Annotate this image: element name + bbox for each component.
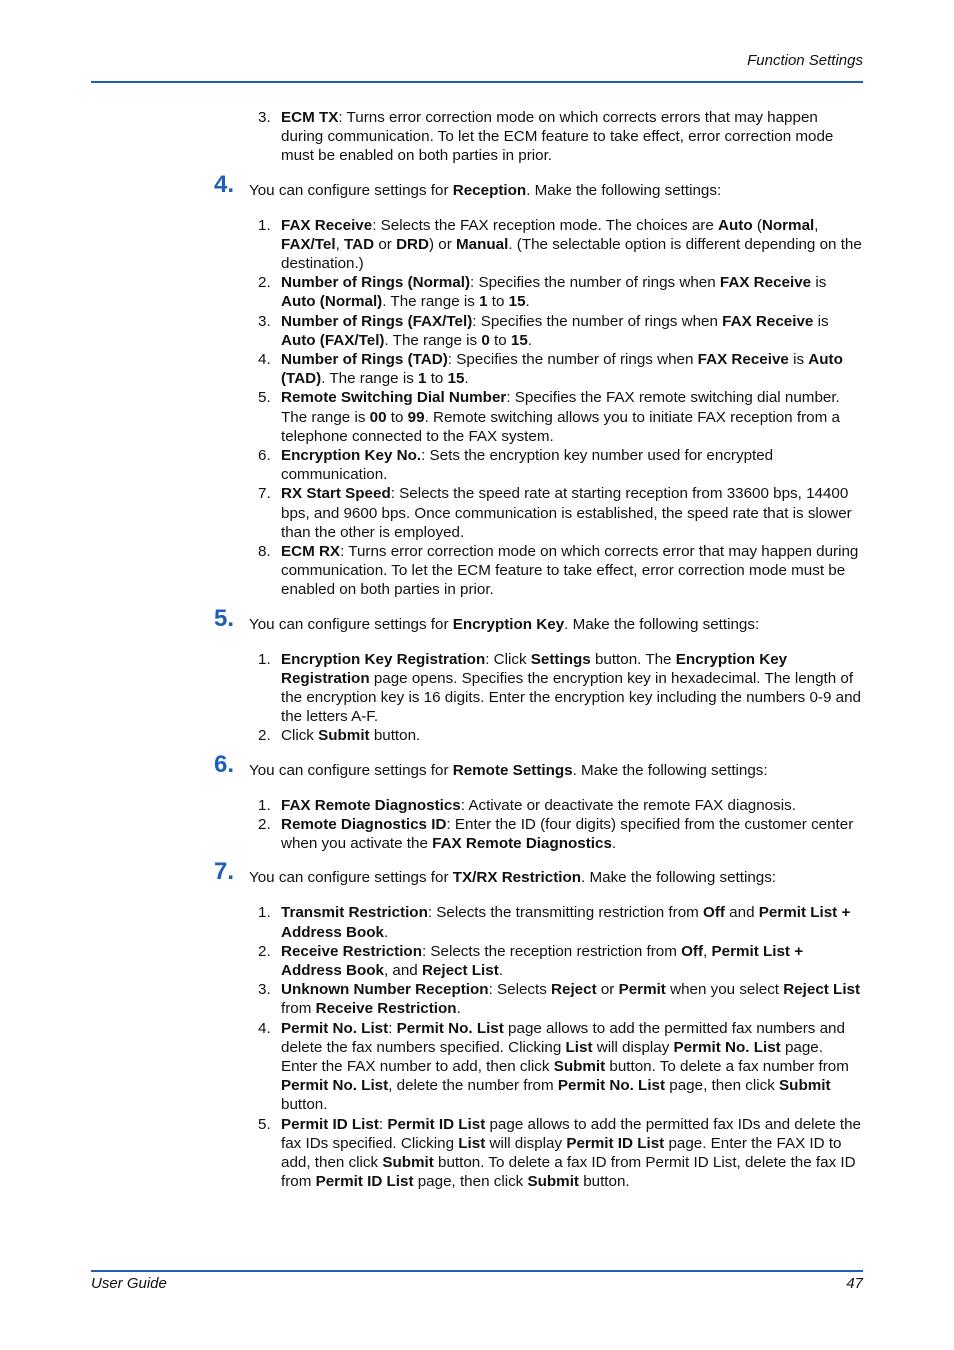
list-item: [0, 446, 954, 484]
bold-term: Auto (TAD): [281, 351, 843, 388]
step-intro: [0, 604, 954, 635]
list-item: [0, 216, 954, 274]
step-intro: [0, 750, 954, 781]
bold-term: TAD: [344, 235, 375, 253]
numbered-list: [0, 108, 954, 166]
bold-term: 00: [369, 408, 387, 426]
text-run: : Sets the encryption key number used for encrypted communication.: [281, 447, 774, 484]
text-run: is: [788, 351, 809, 369]
step-number: 4.: [214, 170, 235, 198]
text-run: . The range is: [321, 370, 419, 388]
list-item-number: 6.: [258, 447, 271, 465]
list-item: [0, 650, 954, 727]
text-run: will display: [485, 1134, 567, 1152]
text-run: button. The: [590, 650, 676, 668]
text-run: from: [281, 1000, 316, 1018]
text-run: to: [489, 331, 511, 349]
text-run: , and: [383, 961, 422, 979]
bold-term: Permit List + Address Book: [281, 942, 804, 979]
bold-term: Permit List + Address Book: [281, 904, 851, 941]
bold-term: TX/RX Restriction: [452, 869, 582, 887]
step-intro: [0, 170, 954, 201]
numbered-list: [0, 216, 954, 600]
bold-term: 15: [447, 370, 465, 388]
text-run: : Click: [485, 650, 531, 668]
list-item-number: 4.: [258, 1019, 271, 1037]
list-item: [0, 273, 954, 311]
bold-term: Remote Switching Dial Number: [281, 389, 507, 407]
list-item-number: 3.: [258, 312, 271, 330]
text-run: ) or: [428, 235, 456, 253]
bold-term: FAX Remote Diagnostics: [281, 796, 461, 814]
bold-term: FAX Remote Diagnostics: [432, 835, 612, 853]
text-run: : Selects the FAX reception mode. The choices are: [372, 216, 719, 234]
bold-term: 1: [418, 370, 427, 388]
text-run: page, then click: [413, 1173, 528, 1191]
list-item: [0, 542, 954, 600]
text-run: . Make the following settings:: [572, 761, 768, 779]
bold-term: 15: [510, 331, 528, 349]
bold-term: ECM TX: [281, 109, 339, 126]
bold-term: Permit: [618, 981, 666, 999]
text-run: .: [464, 370, 469, 388]
numbered-list: [0, 903, 954, 1191]
page-content: [0, 108, 954, 1191]
list-item: [0, 796, 954, 815]
bold-term: Reject: [551, 981, 597, 999]
list-item: [0, 815, 954, 853]
text-run: (: [752, 216, 762, 234]
numbered-list: [0, 650, 954, 746]
bold-term: Receive Restriction: [281, 942, 422, 960]
bold-term: 99: [407, 408, 425, 426]
list-item: [0, 312, 954, 350]
text-run: . (The selectable option is different depending on the destination.): [281, 235, 862, 273]
list-item: [0, 942, 954, 980]
text-run: and: [724, 904, 759, 922]
text-run: will display: [592, 1038, 674, 1056]
bold-term: Remote Diagnostics ID: [281, 815, 447, 833]
text-run: . The range is: [384, 331, 482, 349]
bold-term: 15: [508, 293, 526, 311]
bold-term: Permit No. List: [673, 1038, 781, 1056]
text-run: when you select: [665, 981, 784, 999]
bold-term: List: [565, 1038, 593, 1056]
text-run: You can configure settings for: [249, 869, 453, 887]
step-number: 5.: [214, 604, 235, 632]
list-item-number: 8.: [258, 543, 271, 561]
text-run: ,: [335, 235, 345, 253]
list-item-number: 2.: [258, 942, 271, 960]
list-item-number: 1.: [258, 904, 271, 922]
text-run: : Selects the speed rate at starting reception from 33600 bps, 14400 bps, and 9600 bps. Once communication is established, the speed rate that is slower than the other is employed.: [281, 485, 852, 541]
bold-term: DRD: [396, 235, 429, 253]
list-item-number: 5.: [258, 389, 271, 407]
bold-term: FAX/Tel: [281, 235, 336, 253]
bold-term: Permit No. List: [281, 1077, 389, 1095]
bold-term: Permit ID List: [315, 1173, 414, 1191]
text-run: .: [383, 923, 389, 941]
list-item: [0, 1019, 954, 1115]
list-item-number: 2.: [258, 815, 271, 833]
bold-term: Permit ID List: [281, 1115, 379, 1133]
bold-term: Reject List: [421, 961, 499, 979]
text-run: button. To delete a fax number from: [605, 1057, 849, 1075]
text-run: :: [388, 1019, 397, 1037]
bold-term: Permit No. List: [557, 1077, 666, 1095]
list-item-number: 7.: [258, 485, 271, 503]
text-run: . Make the following settings:: [526, 181, 722, 199]
bold-term: Permit No. List: [396, 1019, 504, 1037]
bold-term: Submit: [553, 1057, 606, 1075]
text-run: to: [487, 293, 509, 311]
bold-term: 1: [479, 293, 488, 311]
list-item-number: 1.: [258, 216, 271, 234]
text-run: : Activate or deactivate the remote FAX diagnosis.: [460, 796, 796, 814]
bold-term: FAX Receive: [722, 312, 814, 330]
text-run: button.: [369, 727, 421, 745]
bold-term: Encryption Key Registration: [281, 650, 486, 668]
bold-term: Auto: [718, 216, 753, 234]
bold-term: Auto (Normal): [281, 293, 383, 311]
text-run: You can configure settings for: [249, 615, 453, 633]
text-run: page. Enter the FAX ID to add, then click: [281, 1134, 842, 1171]
text-run: ,: [814, 216, 819, 234]
step-number: 6.: [214, 750, 235, 778]
step-intro: [0, 858, 954, 888]
text-run: : Specifies the FAX remote switching dial number. The range is: [281, 389, 840, 426]
bold-term: FAX Receive: [719, 274, 812, 292]
text-run: page opens. Specifies the encryption key in hexadecimal. The length of the encryption key is 16 digits. Enter the encryption key including the numbers 0-9 and the letters A-F.: [281, 669, 861, 726]
bold-term: FAX Receive: [697, 351, 789, 369]
text-run: button.: [578, 1173, 630, 1191]
bold-term: Reject List: [783, 981, 861, 999]
bold-term: ECM RX: [281, 543, 341, 561]
text-run: or: [596, 981, 619, 999]
text-run: .: [498, 961, 504, 979]
text-run: . Make the following settings:: [564, 615, 760, 633]
list-item: [0, 903, 954, 941]
bold-term: Encryption Key No.: [281, 447, 422, 465]
list-item: [0, 388, 954, 446]
text-run: page, then click: [665, 1077, 780, 1095]
list-item-number: 4.: [258, 351, 271, 369]
list-item-number: 1.: [258, 650, 271, 668]
bold-term: Manual: [456, 235, 509, 253]
running-header: Function Settings: [747, 52, 863, 69]
text-run: : Selects the transmitting restriction from: [427, 904, 704, 922]
bold-term: Unknown Number Reception: [281, 981, 489, 999]
text-run: to: [386, 408, 408, 426]
text-run: :: [378, 1115, 388, 1133]
bold-term: Auto (FAX/Tel): [281, 331, 385, 349]
bold-term: Reception: [452, 181, 527, 199]
bold-term: Permit No. List: [281, 1019, 389, 1037]
list-item: [0, 1115, 954, 1192]
footer-rule: [91, 1270, 863, 1272]
list-item-number: 3.: [258, 109, 271, 126]
text-run: : Selects: [488, 981, 552, 999]
text-run: .: [527, 331, 533, 349]
bold-term: Normal: [761, 216, 815, 234]
text-run: button. To delete a fax ID from Permit ID List, delete the fax ID from: [281, 1153, 856, 1191]
bold-term: Receive Restriction: [315, 1000, 457, 1018]
bold-term: Submit: [779, 1077, 831, 1095]
text-run: , delete the number from: [388, 1077, 558, 1095]
text-run: : Specifies the number of rings when: [470, 274, 720, 292]
text-run: page allows to add the permitted fax IDs and delete the fax IDs specified. Clicking: [281, 1115, 861, 1152]
bold-term: FAX Receive: [281, 216, 373, 234]
bold-term: Transmit Restriction: [281, 904, 428, 922]
bold-term: RX Start Speed: [281, 485, 391, 503]
text-run: . Remote switching allows you to initiate FAX reception from a telephone connected to the FAX system.: [281, 408, 840, 445]
text-run: .: [456, 1000, 461, 1018]
text-run: to: [426, 370, 448, 388]
step-number: 7.: [214, 858, 235, 886]
text-run: button.: [281, 1096, 328, 1114]
list-item-number: 3.: [258, 981, 271, 999]
bold-term: Permit ID List: [566, 1134, 665, 1152]
text-run: . The range is: [382, 293, 480, 311]
bold-term: Number of Rings (TAD): [281, 351, 448, 369]
bold-term: Off: [681, 942, 704, 960]
bold-term: Encryption Key Registration: [281, 650, 788, 687]
text-run: . Make the following settings:: [581, 869, 777, 887]
bold-term: 0: [481, 331, 490, 349]
text-run: ,: [703, 942, 712, 960]
text-run: or: [374, 235, 397, 253]
bold-term: Submit: [318, 727, 370, 745]
text-run: : Enter the ID (four digits) specified from the customer center when you activate the: [281, 815, 854, 853]
text-run: .: [611, 835, 617, 853]
header-rule: [91, 81, 863, 83]
text-run: .: [525, 293, 530, 311]
bold-term: Settings: [530, 650, 591, 668]
bold-term: Encryption Key: [452, 615, 565, 633]
bold-term: List: [458, 1134, 486, 1152]
bold-term: Submit: [527, 1173, 579, 1191]
list-item-number: 1.: [258, 796, 271, 814]
numbered-list: [0, 796, 954, 854]
list-item: [0, 108, 954, 166]
bold-term: Permit ID List: [387, 1115, 486, 1133]
bold-term: Off: [703, 904, 725, 922]
text-run: : Specifies the number of rings when: [447, 351, 698, 369]
text-run: : Selects the reception restriction from: [421, 942, 682, 960]
text-run: is: [813, 312, 829, 330]
list-item: [0, 726, 954, 745]
bold-term: Number of Rings (FAX/Tel): [281, 312, 473, 330]
bold-term: Submit: [382, 1153, 434, 1171]
text-run: page allows to add the permitted fax numbers and delete the fax numbers specified. Clicking: [281, 1019, 845, 1056]
text-run: : Specifies the number of rings when: [472, 312, 723, 330]
text-run: You can configure settings for: [249, 761, 453, 779]
text-run: : Turns error correction mode on which corrects error that may happen during communication. To let the ECM feature to take effect, error correction mode must be enabled on both parties in prior.: [281, 543, 859, 599]
text-run: You can configure settings for: [249, 181, 453, 199]
list-item: [0, 350, 954, 388]
list-item-number: 5.: [258, 1115, 271, 1133]
bold-term: Number of Rings (Normal): [281, 274, 471, 292]
text-run: Click: [281, 727, 319, 745]
list-item: [0, 484, 954, 542]
page-number: 47: [846, 1275, 863, 1292]
text-run: page. Enter the FAX number to add, then click: [281, 1038, 823, 1075]
list-item-number: 2.: [258, 727, 271, 745]
bold-term: Remote Settings: [452, 761, 573, 779]
text-run: : Turns error correction mode on which corrects errors that may happen during communication. To let the ECM feature to take effect, error correction mode must be enabled on both parties in prior.: [281, 109, 834, 165]
footer-title: User Guide: [91, 1275, 167, 1292]
list-item-number: 2.: [258, 274, 271, 292]
list-item: [0, 980, 954, 1018]
text-run: is: [811, 274, 827, 292]
